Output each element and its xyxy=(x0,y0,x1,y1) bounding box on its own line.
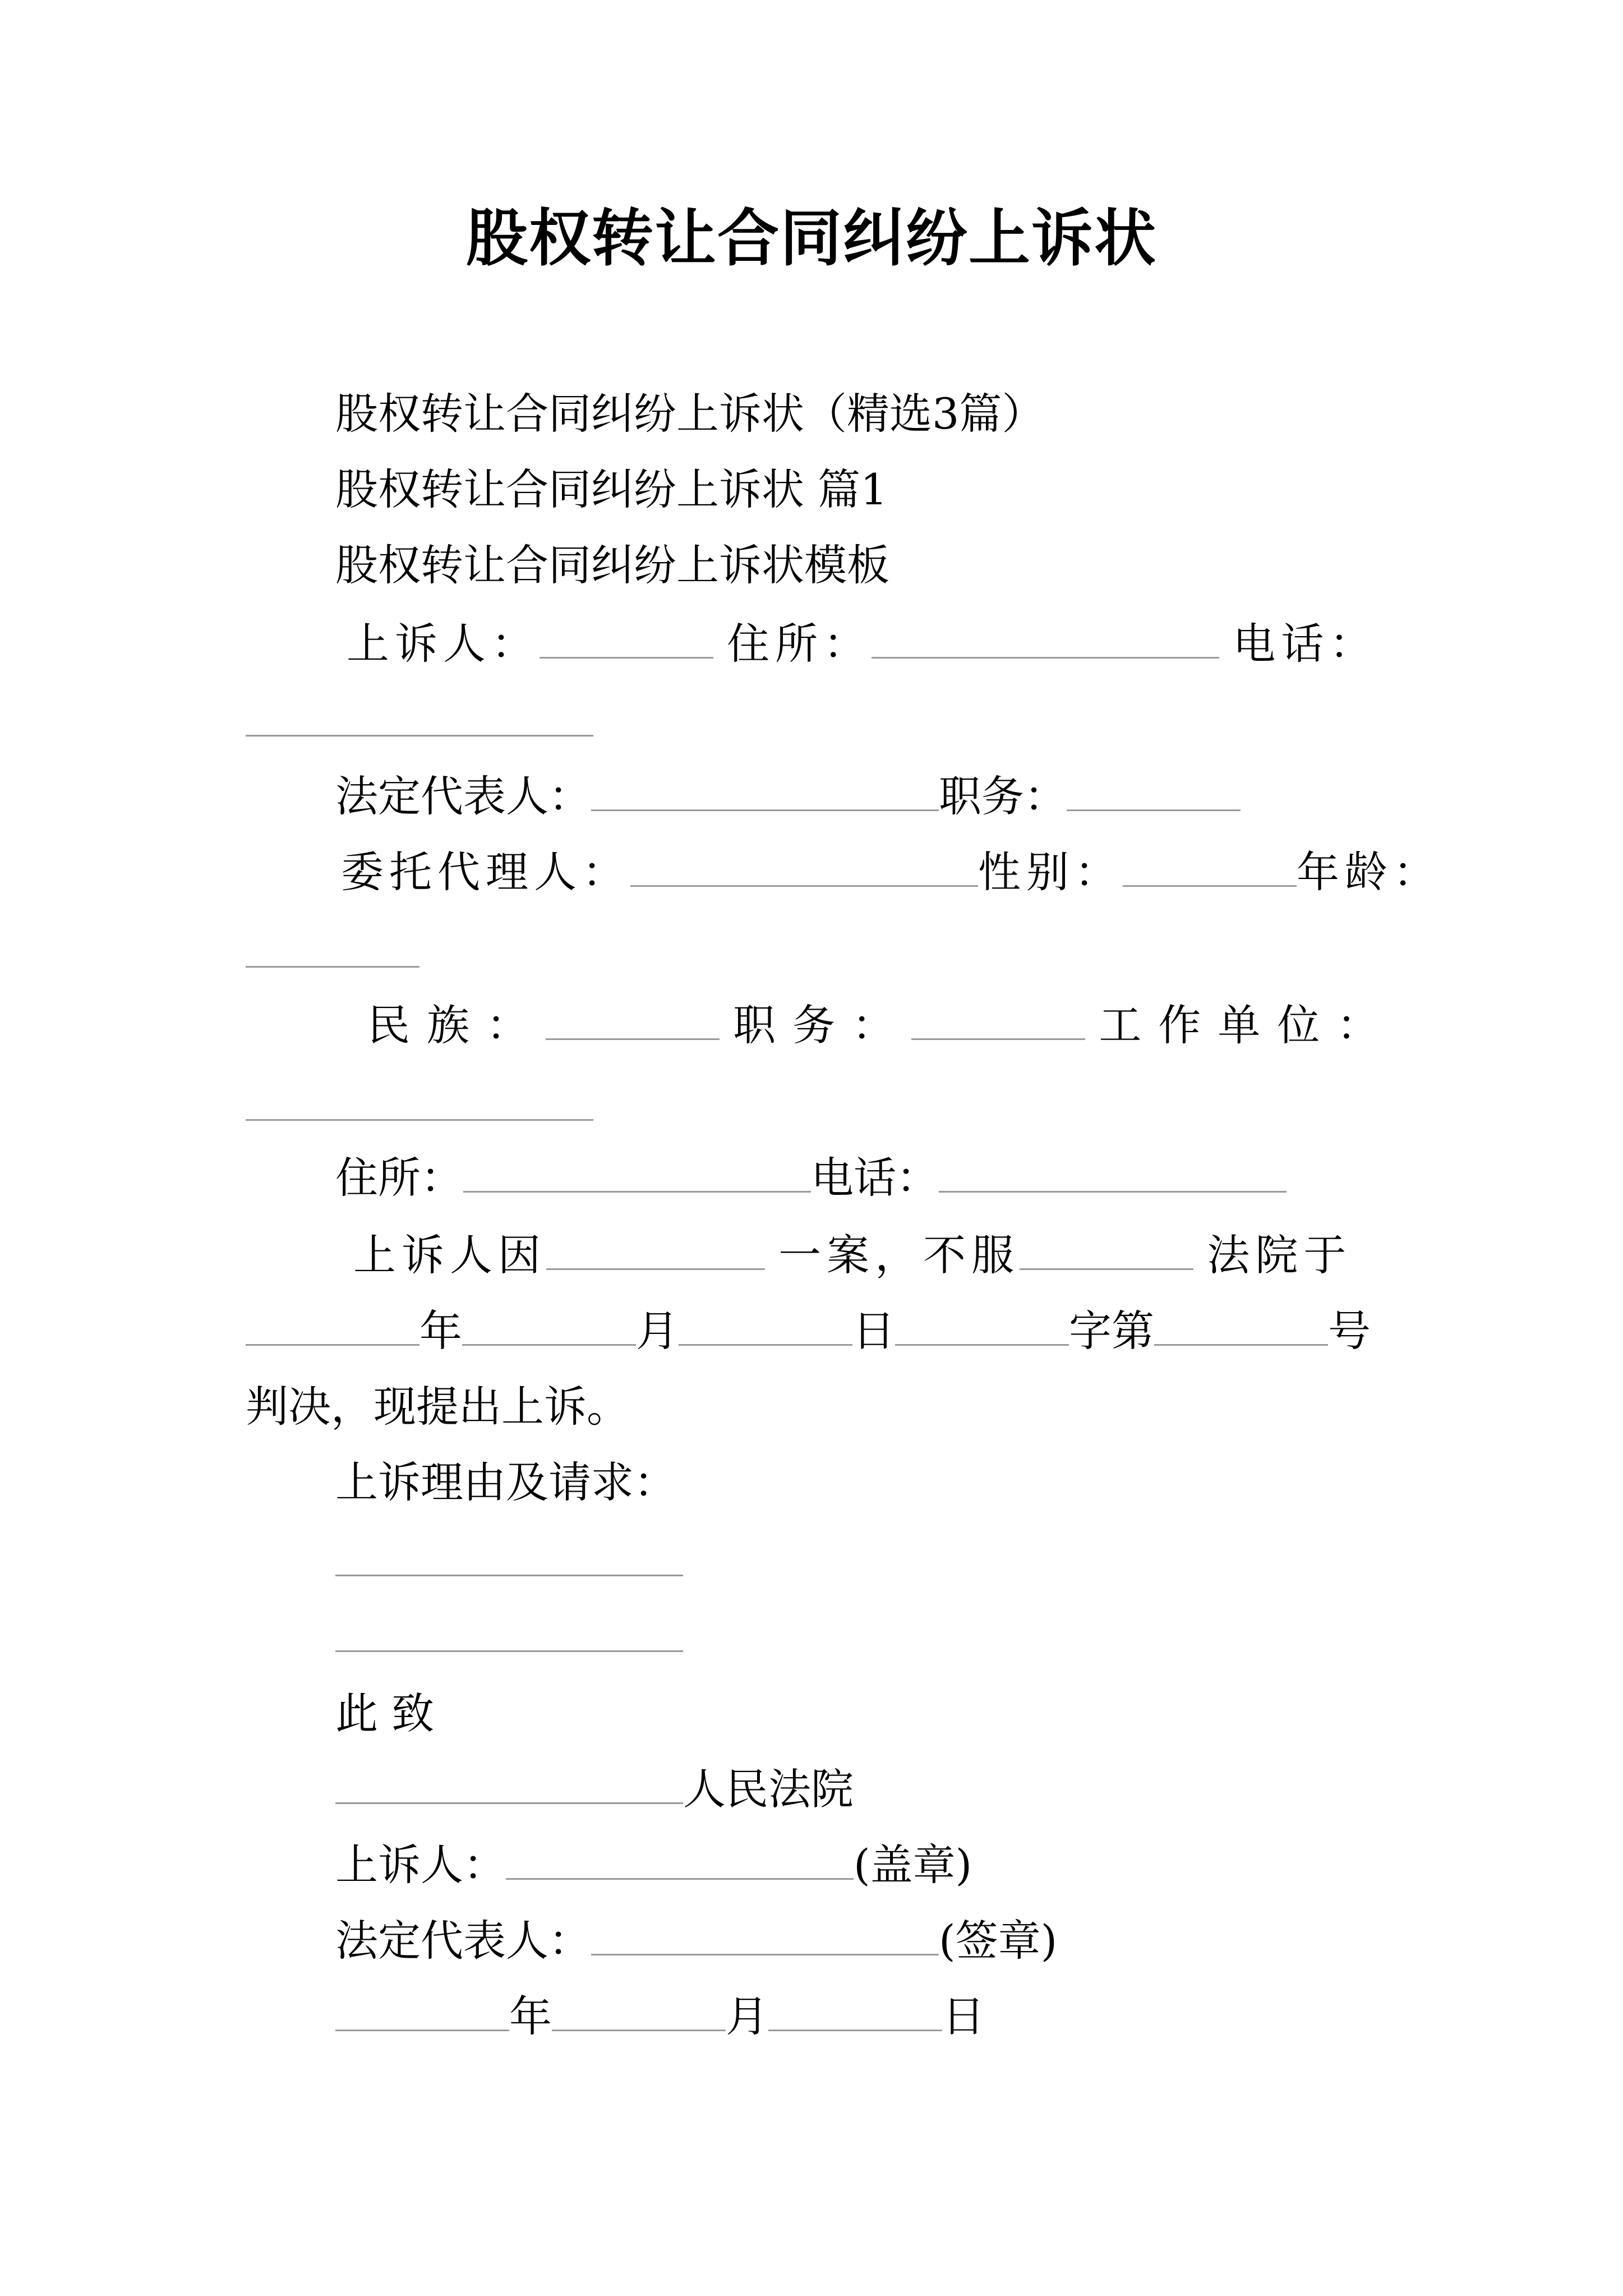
year-label: 年 xyxy=(419,1306,462,1356)
court-line xyxy=(335,1761,854,1818)
sign-rep-label: 法定代表人： xyxy=(335,1916,591,1966)
appellant-blank[interactable] xyxy=(540,620,713,659)
date-day-blank[interactable] xyxy=(768,1993,942,2031)
document-title: 股权转让合同纠纷上诉状 xyxy=(466,203,1157,274)
work-unit-label: 工作单位： xyxy=(1099,1000,1396,1050)
position2-label: 职务： xyxy=(733,1000,912,1050)
subtitle: 股权转让合同纠纷上诉状（精选3篇） xyxy=(335,389,1045,439)
judgment-text: 判决，现提出上诉。 xyxy=(246,1382,629,1432)
reason-line-2[interactable] xyxy=(335,1650,683,1652)
sign-appellant-line xyxy=(335,1837,972,1893)
position2-blank[interactable] xyxy=(911,1001,1085,1040)
date-month-blank[interactable] xyxy=(552,1993,726,2031)
sign-appellant-blank[interactable] xyxy=(506,1841,854,1880)
agent-blank[interactable] xyxy=(630,848,978,887)
case-blank[interactable] xyxy=(546,1231,765,1270)
template-heading: 股权转让合同纠纷上诉状模板 xyxy=(335,540,889,590)
agent-line xyxy=(341,844,1441,900)
court-name-blank[interactable] xyxy=(335,1765,683,1804)
zi-di-label: 字第 xyxy=(1069,1306,1154,1356)
reason-line-1[interactable] xyxy=(335,1575,683,1576)
case-line xyxy=(353,1227,1352,1283)
age-label: 年龄： xyxy=(1297,847,1441,897)
position-label: 职务： xyxy=(939,771,1067,821)
sign-rep-blank[interactable] xyxy=(591,1917,939,1955)
seal-label: (盖章) xyxy=(854,1840,972,1890)
phone2-blank[interactable] xyxy=(939,1154,1287,1193)
date-ref-line xyxy=(246,1303,1371,1359)
date-year-blank[interactable] xyxy=(335,1993,509,2031)
agent-label: 委托代理人： xyxy=(341,847,630,897)
salutation: 此 致 xyxy=(335,1688,435,1738)
work-unit-blank[interactable] xyxy=(246,1119,593,1121)
phone-blank[interactable] xyxy=(246,735,593,737)
court-suffix: 人民法院 xyxy=(683,1764,854,1814)
case-text-2: 一案，不服 xyxy=(778,1230,1020,1280)
address2-blank[interactable] xyxy=(463,1154,811,1193)
address-label: 住所： xyxy=(727,619,872,669)
case-text-1: 上诉人因 xyxy=(353,1230,546,1280)
ethnicity-line xyxy=(367,997,1396,1053)
hao-blank[interactable] xyxy=(1154,1307,1328,1346)
case-text-3: 法院于 xyxy=(1207,1230,1352,1280)
part-heading: 股权转让合同纠纷上诉状 篇1 xyxy=(335,464,888,514)
day-label: 日 xyxy=(852,1306,895,1356)
day-blank[interactable] xyxy=(679,1307,852,1346)
age-blank[interactable] xyxy=(246,966,419,968)
date-year-label: 年 xyxy=(509,1991,552,2041)
address-blank[interactable] xyxy=(872,620,1219,659)
date-day-label: 日 xyxy=(942,1991,985,2041)
ethnicity-blank[interactable] xyxy=(546,1001,720,1040)
date-month-label: 月 xyxy=(726,1991,768,2041)
address2-label: 住所： xyxy=(335,1153,463,1203)
sign-appellant-label: 上诉人： xyxy=(335,1840,506,1890)
appellant-line xyxy=(347,616,1377,672)
month-label: 月 xyxy=(636,1306,679,1356)
gender-blank[interactable] xyxy=(1123,848,1297,887)
legal-rep-line xyxy=(335,769,1241,825)
signature-label: (签章) xyxy=(939,1916,1058,1966)
zi-blank[interactable] xyxy=(895,1307,1069,1346)
date-line xyxy=(335,1989,985,2045)
year-blank[interactable] xyxy=(246,1307,419,1346)
gender-label: 性别： xyxy=(978,847,1123,897)
month-blank[interactable] xyxy=(462,1307,636,1346)
legal-rep-label: 法定代表人： xyxy=(335,771,591,821)
phone2-label: 电话： xyxy=(811,1153,939,1203)
phone-label: 电话： xyxy=(1233,619,1378,669)
court-blank[interactable] xyxy=(1020,1231,1193,1270)
position-blank[interactable] xyxy=(1067,772,1241,811)
hao-label: 号 xyxy=(1328,1306,1371,1356)
legal-rep-blank[interactable] xyxy=(591,772,939,811)
reasons-label: 上诉理由及请求： xyxy=(335,1457,676,1507)
ethnicity-label: 民族： xyxy=(367,1000,546,1050)
address2-line xyxy=(335,1150,1287,1206)
appellant-label: 上诉人： xyxy=(347,619,540,669)
sign-rep-line xyxy=(335,1913,1057,1969)
